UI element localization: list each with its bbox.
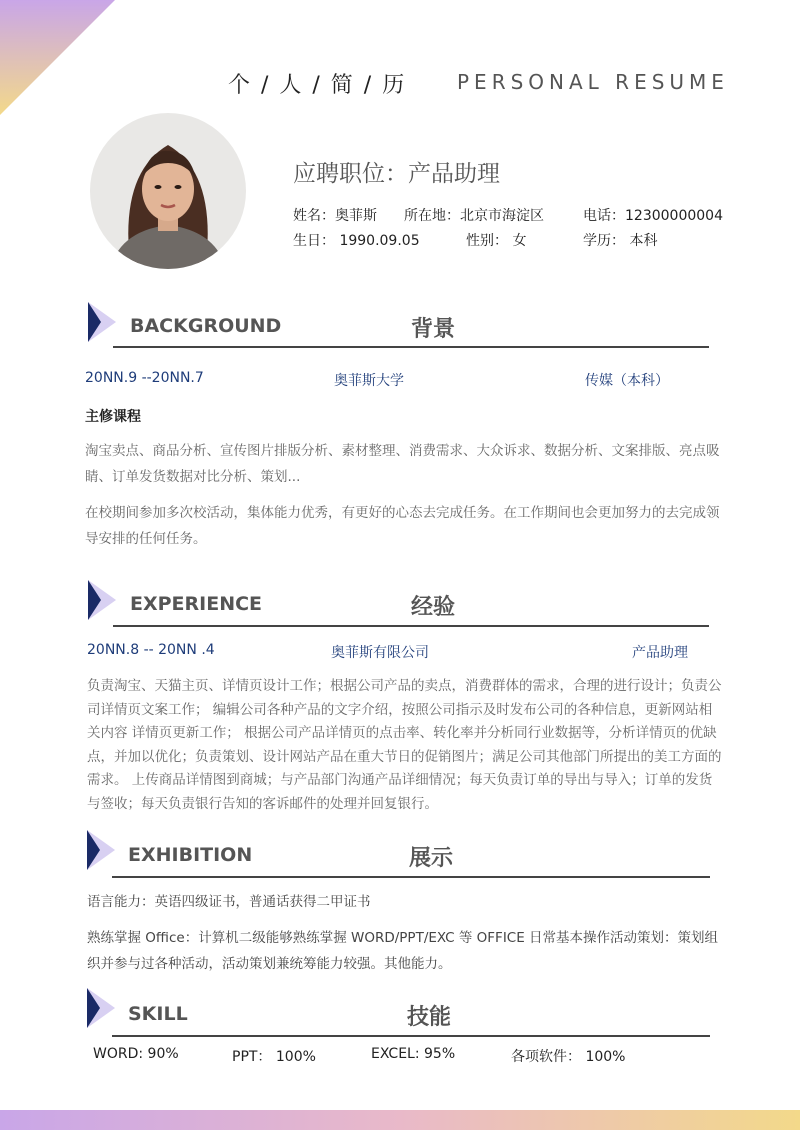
section-title-exhibition-cn: 展示 — [409, 846, 454, 871]
section-marker-icon — [87, 988, 115, 1028]
skill-excel: EXCEL: 95% — [371, 1046, 456, 1062]
section-marker-icon — [88, 302, 116, 342]
office-skills: 熟练掌握 Office：计算机二级能够熟练掌握 WORD/PPT/EXC 等 OFFICE 日常基本操作活动策划：策划组织并参与过各种活动，活动策划兼统筹能力较强。其他能力。 — [87, 930, 719, 972]
location-field: 所在地：北京市海淀区 — [404, 208, 544, 224]
applied-position: 应聘职位：产品助理 — [293, 161, 500, 187]
major-name: 传媒（本科） — [585, 373, 669, 389]
education-field: 学历： 本科 — [583, 233, 658, 249]
gender-field: 性别： 女 — [466, 233, 527, 249]
resume-title-en: PERSONAL RESUME — [457, 70, 729, 94]
section-divider — [112, 1035, 710, 1037]
section-title-background-en: BACKGROUND — [130, 315, 282, 337]
section-title-experience-cn: 经验 — [411, 595, 456, 620]
education-period: 20NN.9 --20NN.7 — [85, 370, 204, 386]
school-summary: 在校期间参加多次校活动，集体能力优秀，有更好的心态去完成任务。在工作期间也会更加努力的去完成领导安排的任何任务。 — [85, 505, 720, 547]
section-marker-icon — [87, 830, 115, 870]
avatar — [90, 113, 246, 269]
section-title-experience-en: EXPERIENCE — [130, 593, 263, 615]
corner-decoration — [0, 0, 115, 115]
section-title-skill-cn: 技能 — [407, 1005, 452, 1030]
resume-title-cn: 个 / 人 / 简 / 历 — [228, 73, 407, 98]
phone-field: 电话：12300000004 — [583, 208, 723, 224]
courses-list: 淘宝卖点、商品分析、宣传图片排版分析、素材整理、消费需求、大众诉求、数据分析、文案排版、亮点吸睛、订单发货数据对比分析、策划... — [85, 443, 720, 485]
section-marker-icon — [88, 580, 116, 620]
job-role: 产品助理 — [632, 645, 688, 661]
section-divider — [112, 876, 710, 878]
section-title-background-cn: 背景 — [411, 317, 456, 342]
name-field: 姓名：奥菲斯 — [293, 208, 377, 224]
courses-title: 主修课程 — [85, 409, 141, 425]
work-period: 20NN.8 -- 20NN .4 — [87, 642, 215, 658]
section-title-skill-en: SKILL — [128, 1003, 188, 1025]
language-skills: 语言能力：英语四级证书，普通话获得二甲证书 — [87, 894, 371, 910]
section-divider — [113, 625, 709, 627]
bottom-decoration-bar — [0, 1110, 800, 1130]
school-name: 奥菲斯大学 — [334, 373, 404, 389]
skill-ppt: PPT： 100% — [232, 1049, 316, 1065]
company-name: 奥菲斯有限公司 — [331, 645, 429, 661]
section-title-exhibition-en: EXHIBITION — [128, 844, 253, 866]
job-description: 负责淘宝、天猫主页、详情页设计工作；根据公司产品的卖点，消费群体的需求，合理的进行设计；负责公司详情页文案工作； 编辑公司各种产品的文字介绍，按照公司指示及时发布公司的各种信息，更新网站相关内容 详情页更新工作； 根据公司产品详情页的点击率、转化率并分析同行业数据等，分析详情页的优缺点，并加以优化；负责策划、设计网站产品在重大节日的促销图片；满足公司其他部门所提出的美工方面的需求。 上传商品详情图到商城；与产品部门沟通产品详细情况；每天负责订单的导出与导入；订单的发货与签收；每天负责银行告知的客诉邮件的处理并回复银行。 — [87, 678, 722, 812]
birthday-field: 生日： 1990.09.05 — [293, 233, 420, 249]
section-divider — [113, 346, 709, 348]
skill-software: 各项软件： 100% — [511, 1049, 626, 1065]
skill-word: WORD: 90% — [93, 1046, 179, 1062]
